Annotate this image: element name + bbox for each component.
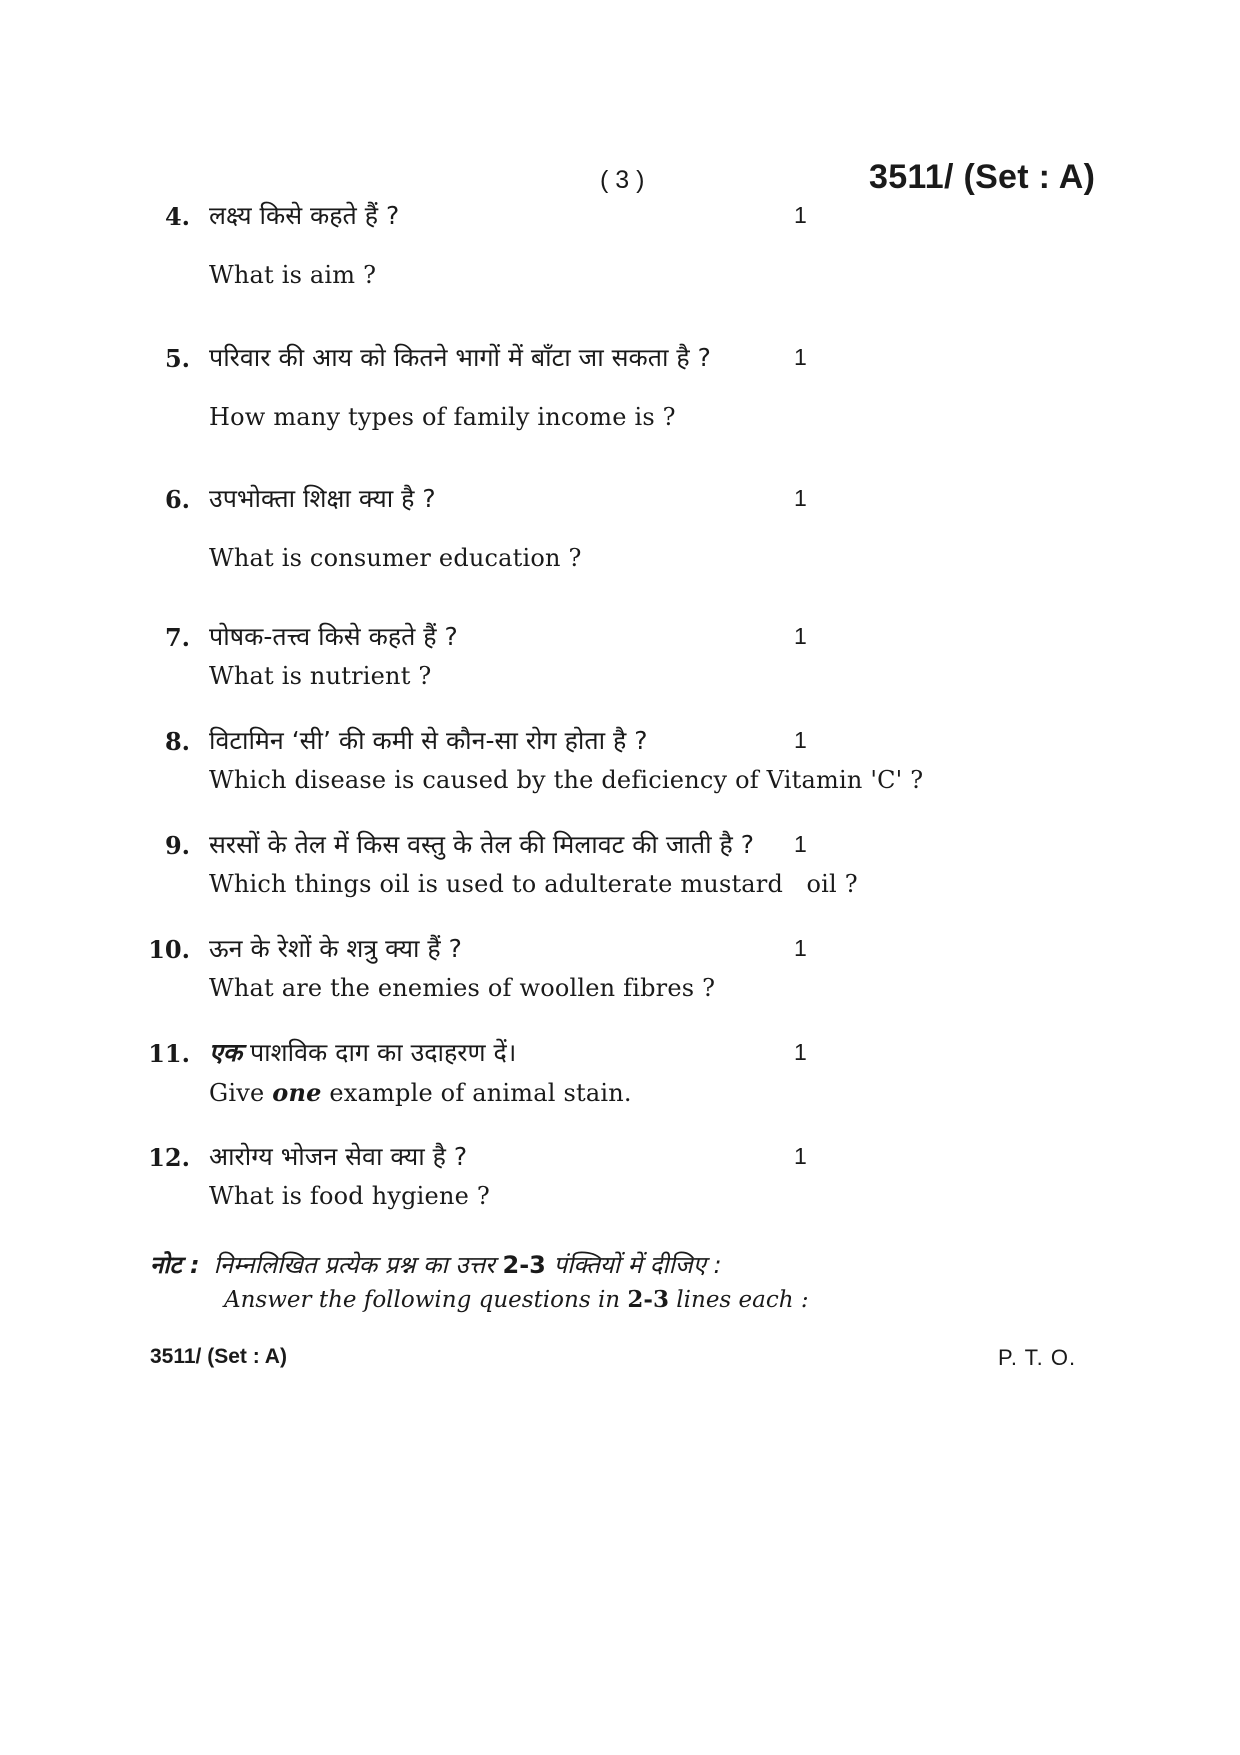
question-hindi: ऊन के रेशों के शत्रु क्या हैं ?	[209, 934, 462, 963]
question-english	[209, 1078, 632, 1107]
question-marks: 1	[794, 485, 807, 511]
question-english-post: example of animal stain.	[321, 1079, 632, 1107]
emphasis-one-hindi: एक	[209, 1038, 243, 1067]
page-number: ( 3 )	[600, 166, 645, 194]
question-english: What are the enemies of woollen fibres ?	[209, 974, 716, 1002]
question-english: How many types of family income is ?	[209, 403, 676, 431]
note-label: नोट :	[150, 1251, 200, 1279]
question-hindi: सरसों के तेल में किस वस्तु के तेल की मिलावट की जाती है ?	[209, 830, 755, 859]
question-number: 5.	[164, 344, 190, 373]
question-hindi-rest: पाशविक दाग का उदाहरण दें।	[242, 1038, 517, 1067]
question-hindi: परिवार की आय को कितने भागों में बाँटा जा सकता है ?	[209, 343, 711, 372]
question-number: 7.	[164, 623, 190, 652]
please-turn-over: P. T. O.	[998, 1345, 1077, 1370]
note-hindi-post: पंक्तियों में दीजिए :	[545, 1251, 722, 1279]
question-hindi: आरोग्य भोजन सेवा क्या है ?	[209, 1142, 468, 1171]
question-english: What is nutrient ?	[209, 662, 432, 690]
paper-code-header: 3511/ (Set : A)	[869, 158, 1096, 196]
question-hindi: उपभोक्ता शिक्षा क्या है ?	[209, 484, 436, 513]
question-english-pre: Give	[209, 1079, 273, 1107]
emphasis-one-english: one	[272, 1078, 322, 1107]
question-marks: 1	[794, 1039, 807, 1065]
question-hindi: विटामिन ‘सी’ की कमी से कौन-सा रोग होता है ?	[209, 726, 648, 755]
question-english: What is food hygiene ?	[209, 1182, 490, 1210]
question-hindi	[209, 1035, 516, 1069]
note-hindi-pre: निम्नलिखित प्रत्येक प्रश्न का उत्तर	[213, 1251, 503, 1279]
question-marks: 1	[794, 935, 807, 961]
question-number: 9.	[164, 831, 190, 860]
question-english: What is aim ?	[209, 261, 377, 289]
question-number: 6.	[164, 485, 190, 514]
question-number: 12.	[148, 1143, 190, 1172]
question-marks: 1	[794, 344, 807, 370]
question-marks: 1	[794, 202, 807, 228]
question-marks: 1	[794, 727, 807, 753]
paper-code-footer: 3511/ (Set : A)	[150, 1345, 287, 1368]
note-english	[224, 1286, 809, 1313]
question-marks: 1	[794, 623, 807, 649]
note-english-post: lines each :	[668, 1287, 809, 1313]
question-english: Which disease is caused by the deficiency of Vitamin 'C' ?	[209, 766, 924, 794]
note-hindi-bold: 2-3	[502, 1251, 546, 1279]
question-hindi: लक्ष्य किसे कहते हैं ?	[209, 201, 400, 230]
note-english-pre: Answer the following questions in	[224, 1287, 628, 1313]
question-number: 8.	[164, 727, 190, 756]
note-hindi	[150, 1248, 722, 1281]
note-english-bold: 2-3	[627, 1286, 669, 1313]
question-number: 11.	[148, 1039, 190, 1068]
question-english: What is consumer education ?	[209, 544, 582, 572]
question-number: 4.	[164, 202, 190, 231]
question-hindi: पोषक-तत्त्व किसे कहते हैं ?	[209, 622, 458, 651]
question-marks: 1	[794, 1143, 807, 1169]
question-number: 10.	[148, 935, 190, 964]
question-english: Which things oil is used to adulterate mustard oil ?	[209, 870, 858, 898]
question-marks: 1	[794, 831, 807, 857]
